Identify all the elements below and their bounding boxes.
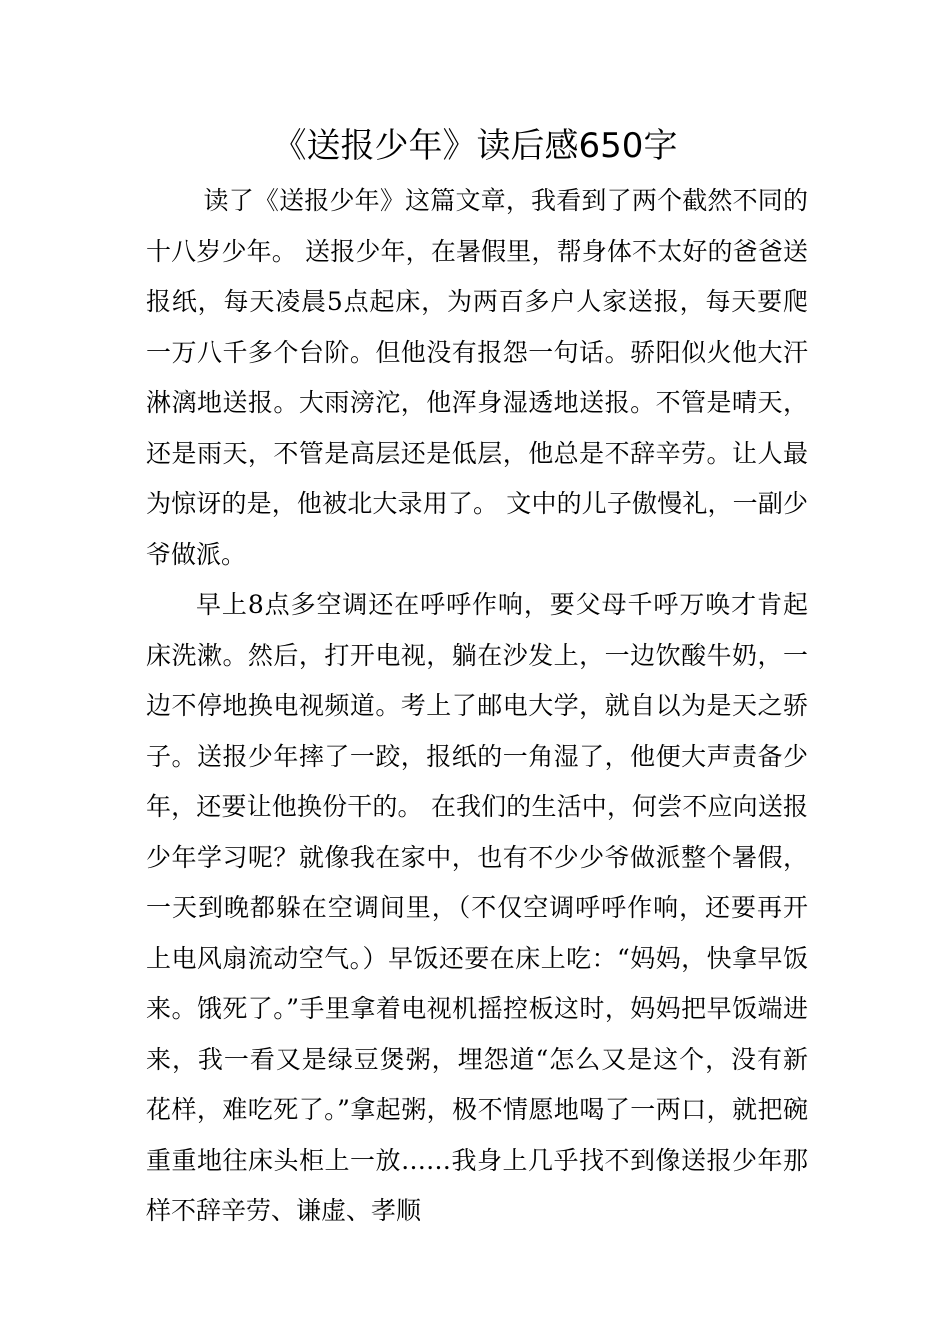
document-body <box>146 176 808 1237</box>
paragraph-1: 读了《送报少年》这篇文章，我看到了两个截然不同的十八岁少年。 送报少年，在暑假里，帮身体不太好的爸爸送报纸，每天凌晨5点起床，为两百多户人家送报，每天要爬一万八千多个台阶。但他没有报怨一句话。骄阳似火他大汗淋漓地送报。大雨滂沱，他浑身湿透地送报。不管是晴天，还是雨天，不管是高层还是低层，他总是不辞辛劳。让人最为惊讶的是，他被北大录用了。 文中的儿子傲慢礼，一副少爷做派。 <box>146 186 808 569</box>
paragraph-2: 早上8点多空调还在呼呼作响，要父母千呼万唤才肯起床洗漱。然后，打开电视，躺在沙发上，一边饮酸牛奶，一边不停地换电视频道。考上了邮电大学，就自以为是天之骄子。送报少年摔了一跤，报纸的一角湿了，他便大声责备少年，还要让他换份干的。 在我们的生活中，何尝不应向送报少年学习呢？就像我在家中，也有不少少爷做派整个暑假，一天到晚都躲在空调间里，（不仅空调呼呼作响，还要再开上电风扇流动空气。）早饭还要在床上吃：“妈妈，快拿早饭来。饿死了。”手里拿着电视机摇控板这时，妈妈把早饭端进来，我一看又是绿豆煲粥，埋怨道“怎么又是这个，没有新花样，难吃死了。”拿起粥，极不情愿地喝了一两口，就把碗重重地往床头柜上一放……我身上几乎找不到像送报少年那样不辞辛劳、谦虚、孝顺 <box>146 590 808 1225</box>
document-title: 《送报少年》读后感650字 <box>272 126 678 166</box>
